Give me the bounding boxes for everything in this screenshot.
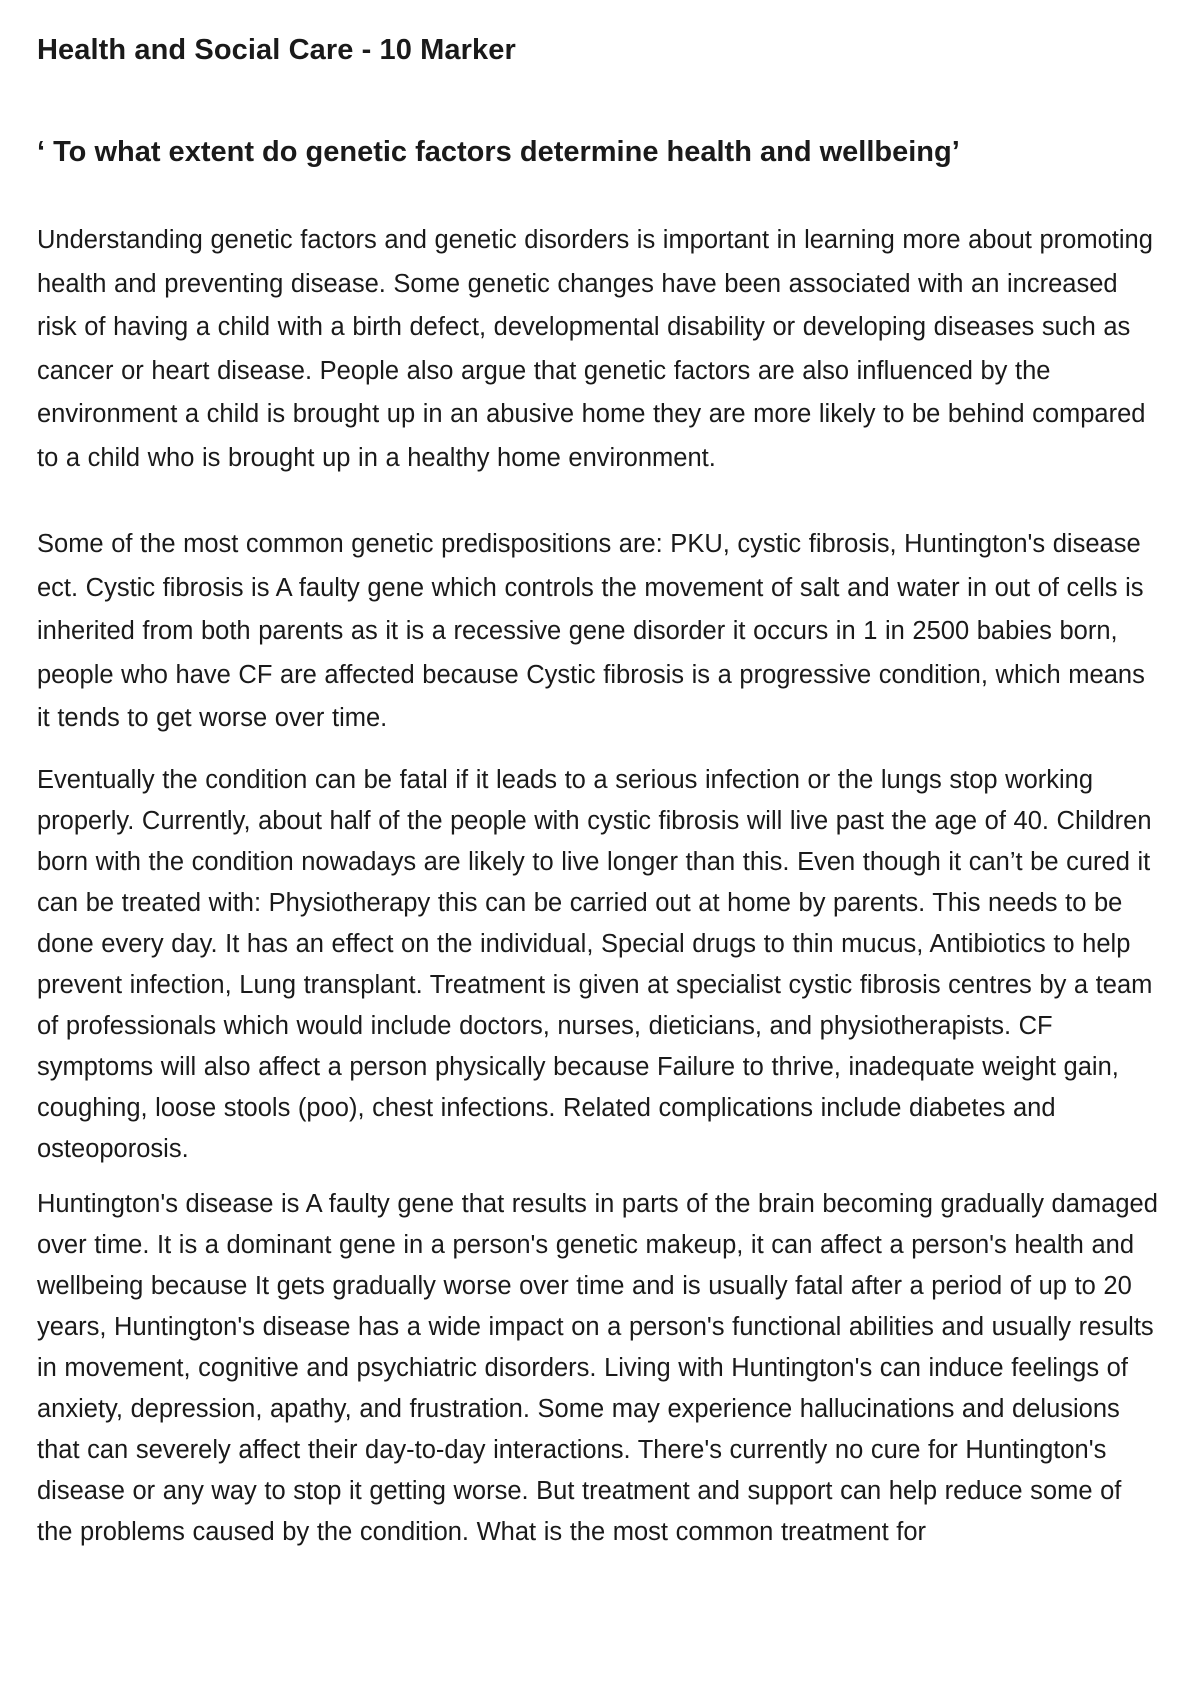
paragraph-cystic-fibrosis: Some of the most common genetic predispositions are: PKU, cystic fibrosis, Huntington's disease ect. Cystic fibrosis is A faulty gene which controls the movement of salt and water in out of cells is inherited from both parents as it is a recessive gene disorder it occurs in 1 in 2500 babies born, people who have CF are affected because Cystic fibrosis is a progressive condition, which means it tends to get worse over time.: [37, 530, 1145, 732]
document-title: Health and Social Care - 10 Marker: [37, 34, 516, 66]
essay-question: ‘ To what extent do genetic factors determine health and wellbeing’: [37, 136, 960, 168]
paragraph-huntingtons: Huntington's disease is A faulty gene that results in parts of the brain becoming gradually damaged over time. It is a dominant gene in a person's genetic makeup, it can affect a person's health and wellbeing because It gets gradually worse over time and is usually fatal after a period of up to 20 years, Huntington's disease has a wide impact on a person's functional abilities and usually results in movement, cognitive and psychiatric disorders. Living with Huntington's can induce feelings of anxiety, depression, apathy, and frustration. Some may experience hallucinations and delusions that can severely affect their day-to-day interactions. There's currently no cure for Huntington's disease or any way to stop it getting worse. But treatment and support can help reduce some of the problems caused by the condition. What is the most common treatment for: [37, 1189, 1158, 1546]
paragraph-genetic-factors: Understanding genetic factors and genetic disorders is important in learning more about promoting health and preventing disease. Some genetic changes have been associated with an increased risk of having a child with a birth defect, developmental disability or developing diseases such as cancer or heart disease. People also argue that genetic factors are also influenced by the environment a child is brought up in an abusive home they are more likely to be behind compared to a child who is brought up in a healthy home environment.: [37, 226, 1153, 472]
paragraph-cystic-fibrosis-treatment: Eventually the condition can be fatal if it leads to a serious infection or the lungs stop working properly. Currently, about half of the people with cystic fibrosis will live past the age of 40. Children born with the condition nowadays are likely to live longer than this. Even though it can’t be cured it can be treated with: Physiotherapy this can be carried out at home by parents. This needs to be done every day. It has an effect on the individual, Special drugs to thin mucus, Antibiotics to help prevent infection, Lung transplant. Treatment is given at specialist cystic fibrosis centres by a team of professionals which would include doctors, nurses, dieticians, and physiotherapists. CF symptoms will also affect a person physically because Failure to thrive, inadequate weight gain, coughing, loose stools (poo), chest infections. Related complications include diabetes and osteoporosis.: [37, 765, 1153, 1163]
